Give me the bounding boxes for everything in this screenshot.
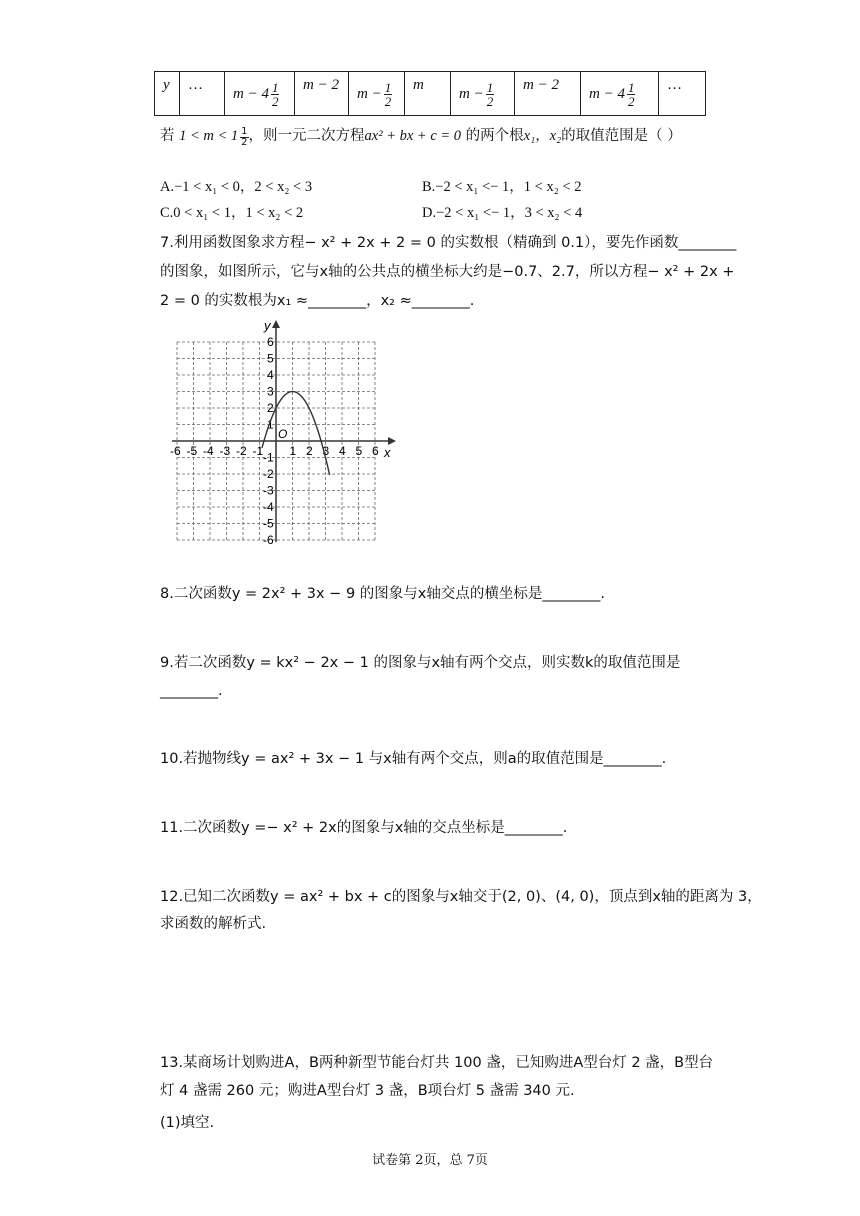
question-13-line-2: 灯 4 盏需 260 元；购进A型台灯 3 盏，B项台灯 5 盏需 340 元.: [160, 1083, 575, 1099]
table-row: [155, 72, 706, 116]
y-tick-label: 5: [267, 351, 274, 366]
question-6-stem: 若 1 < m < 1 $\frac{1}{2}$ ，则一元二次方程ax² + bx + c = 0 的两个根x₁，x₂的取值范围是（ ）: [160, 126, 682, 148]
table-cell: m − $\frac{1}{2}$: [349, 72, 405, 116]
question-7-line-3: 2 = 0 的实数根为x₁ ≈________，x₂ ≈________.: [160, 293, 475, 309]
y-tick-label: -4: [263, 500, 274, 514]
option-d: D.−2 < x₁ <− 1，3 < x₂ < 4: [422, 205, 583, 221]
y-tick-label: 3: [267, 384, 274, 399]
question-13-line-1: 13.某商场计划购进A，B两种新型节能台灯共 100 盏，已知购进A型台灯 2 盏，B型台: [160, 1055, 714, 1071]
option-a: A.−1 < x₁ < 0，2 < x₂ < 3: [160, 179, 313, 195]
table-cell: …: [659, 72, 706, 116]
question-12-line-2: 求函数的解析式.: [160, 916, 267, 932]
question-10: 10.若抛物线y = ax² + 3x − 1 与x轴有两个交点，则a的取值范围是________.: [160, 751, 667, 767]
y-tick-label: 2: [267, 401, 274, 415]
origin-label: O: [278, 427, 288, 441]
fraction: $\frac{1}{2}$: [486, 80, 494, 109]
x-tick-label: 2: [306, 444, 313, 458]
y-tick-label: 1: [267, 417, 274, 432]
x-axis-label: x: [384, 445, 391, 460]
question-9-line-1: 9.若二次函数y = kx² − 2x − 1 的图象与x轴有两个交点，则实数k的取值范围是: [160, 655, 681, 671]
table-cell: m − 2: [515, 72, 581, 116]
x-tick-label: 6: [372, 444, 379, 458]
x-tick-label: 1: [289, 444, 297, 458]
question-13-sub-1: (1)填空.: [160, 1115, 215, 1131]
y-tick-label: 4: [267, 368, 274, 382]
table-cell: m: [405, 72, 451, 116]
question-12-line-1: 12.已知二次函数y = ax² + bx + c的图象与x轴交于(2, 0)、(4, 0)，顶点到x轴的距离为 3，: [160, 889, 762, 905]
y-tick-label: -3: [263, 483, 274, 498]
value-table: [154, 71, 706, 116]
fraction: $\frac{1}{2}$: [627, 80, 635, 109]
x-tick-label: -4: [203, 444, 214, 458]
fraction: $\frac{1}{2}$: [241, 126, 248, 148]
x-tick-label: -5: [186, 444, 198, 458]
y-tick-label: -2: [263, 467, 274, 481]
fraction: $\frac{1}{2}$: [384, 80, 392, 109]
option-b: B.−2 < x₁ <− 1，1 < x₂ < 2: [422, 179, 582, 195]
table-cell-y: y: [155, 72, 180, 116]
table-cell: m − 4 $\frac{1}{2}$: [225, 72, 295, 116]
table-cell: …: [180, 72, 225, 116]
x-tick-label: -2: [236, 444, 247, 458]
question-9-line-2: ________.: [160, 683, 223, 699]
y-tick-label: 6: [267, 335, 274, 349]
fraction: $\frac{1}{2}$: [271, 80, 279, 109]
y-axis-label: y: [264, 318, 271, 333]
table-cell: m − 4 $\frac{1}{2}$: [581, 72, 659, 116]
table-cell: m − $\frac{1}{2}$: [451, 72, 515, 116]
x-tick-label: -3: [219, 444, 231, 458]
y-tick-label: -6: [263, 533, 274, 547]
x-tick-label: 4: [339, 444, 346, 458]
y-tick-label: -5: [263, 516, 274, 531]
question-7-line-2: 的图象，如图所示，它与x轴的公共点的横坐标大约是−0.7、2.7，所以方程− x² + 2x +: [160, 264, 735, 280]
x-tick-label: 3: [322, 444, 330, 458]
parabola-graph: [160, 318, 405, 550]
table-cell: m − 2: [295, 72, 349, 116]
question-11: 11.二次函数y =− x² + 2x的图象与x轴的交点坐标是________.: [160, 820, 568, 836]
page-footer: 试卷第 2页，总 7页: [372, 1153, 488, 1168]
y-tick-label: -1: [263, 450, 274, 465]
question-8: 8.二次函数y = 2x² + 3x − 9 的图象与x轴交点的横坐标是________.: [160, 586, 605, 602]
x-tick-label: -1: [252, 444, 264, 458]
option-c: C.0 < x₁ < 1，1 < x₂ < 2: [160, 205, 304, 221]
x-tick-label: 5: [355, 444, 363, 458]
question-7-line-1: 7.利用函数图象求方程− x² + 2x + 2 = 0 的实数根（精确到 0.1），要先作函数________: [160, 235, 737, 251]
x-tick-label: -6: [170, 444, 181, 458]
